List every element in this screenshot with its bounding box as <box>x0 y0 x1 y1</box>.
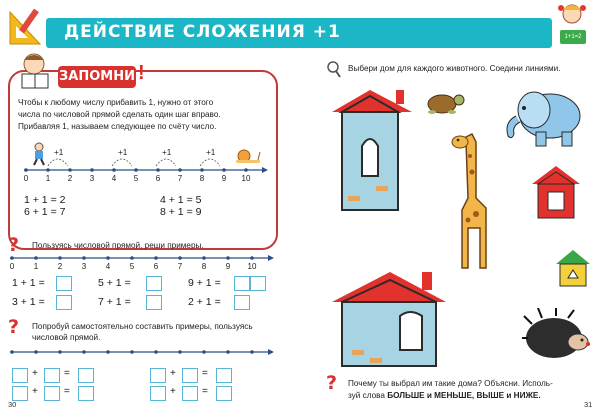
remember-title: ЗАПОМНИ <box>58 66 136 88</box>
plus-sign: + <box>32 386 38 397</box>
task1-example: 2 + 1 = <box>188 296 221 308</box>
number-line-tick <box>154 350 158 354</box>
header-badge: 1+1=2 <box>560 30 586 44</box>
number-line-label: 0 <box>23 174 29 183</box>
question-mark-icon: ? <box>8 316 20 338</box>
number-line-tick <box>10 350 14 354</box>
number-line-tick <box>34 350 38 354</box>
number-line-label: 5 <box>129 262 135 271</box>
number-line-label: 4 <box>111 174 117 183</box>
question-mark-icon: ? <box>326 372 338 394</box>
turtle-picture <box>422 90 466 116</box>
hop-label: +1 <box>118 148 128 157</box>
number-line-label: 6 <box>153 262 159 271</box>
page-title: ДЕЙСТВИЕ СЛОЖЕНИЯ +1 <box>64 22 341 42</box>
answer-box[interactable] <box>216 368 232 383</box>
answer-box[interactable] <box>78 368 94 383</box>
equals-sign: = <box>64 368 70 379</box>
number-line-label: 3 <box>81 262 87 271</box>
hop-label: +1 <box>54 148 64 157</box>
number-line-tick <box>178 350 182 354</box>
number-line-tick <box>82 350 86 354</box>
answer-box[interactable] <box>216 386 232 401</box>
wide-house-picture <box>330 266 448 370</box>
answer-box[interactable] <box>182 386 198 401</box>
answer-box[interactable] <box>12 368 28 383</box>
right-question-line-1: Почему ты выбрал им такие дома? Объясни. Исполь- <box>348 379 553 388</box>
task1-example: 1 + 1 = <box>12 277 45 289</box>
task1-instruction: Пользуясь числовой прямой, реши примеры. <box>32 241 204 250</box>
number-line-tick <box>130 350 134 354</box>
number-line-tick <box>250 350 254 354</box>
right-task-text: Выбери дом для каждого животного. Соедини линиями. <box>348 64 561 73</box>
answer-box[interactable] <box>78 386 94 401</box>
number-line-label: 8 <box>199 174 205 183</box>
example-2: 6 + 1 = 7 <box>24 206 66 218</box>
page-number-left: 30 <box>8 400 17 409</box>
task2-instruction-2: числовой прямой. <box>32 333 101 342</box>
number-line-label: 9 <box>225 262 231 271</box>
magnifier-icon <box>326 60 342 78</box>
number-line-label: 0 <box>9 262 15 271</box>
tall-house-picture <box>326 86 416 212</box>
right-question-line-2 <box>348 391 541 400</box>
hop-label: +1 <box>162 148 172 157</box>
rule-line-2: числа по числовой прямой сделать один шаг вправо. <box>18 110 221 119</box>
number-line-tick <box>226 350 230 354</box>
number-line-tick <box>106 350 110 354</box>
number-line-label: 4 <box>105 262 111 271</box>
number-line-label: 7 <box>177 262 183 271</box>
example-3: 4 + 1 = 5 <box>160 194 202 206</box>
answer-box[interactable] <box>44 368 60 383</box>
number-line-label: 9 <box>221 174 227 183</box>
elephant-picture <box>500 82 592 150</box>
answer-box[interactable] <box>182 368 198 383</box>
task1-example: 7 + 1 = <box>98 296 131 308</box>
answer-box[interactable] <box>150 368 166 383</box>
question-mark-icon: ? <box>8 234 20 256</box>
number-line-label: 8 <box>201 262 207 271</box>
answer-box[interactable] <box>44 386 60 401</box>
tiny-yellow-house-picture <box>554 248 592 288</box>
answer-box[interactable] <box>150 386 166 401</box>
number-line-tick <box>58 350 62 354</box>
task1-example: 9 + 1 = <box>188 277 221 289</box>
hop-label: +1 <box>206 148 216 157</box>
number-line-label: 2 <box>67 174 73 183</box>
equals-sign: = <box>64 386 70 397</box>
task2-instruction-1: Попробуй самостоятельно составить примеры, пользуясь <box>32 322 253 331</box>
example-4: 8 + 1 = 9 <box>160 206 202 218</box>
number-line-label: 2 <box>57 262 63 271</box>
number-line-label: 5 <box>133 174 139 183</box>
number-line-label: 6 <box>155 174 161 183</box>
number-line-label: 3 <box>89 174 95 183</box>
small-red-house-picture <box>530 162 582 220</box>
page-number-right: 31 <box>584 400 593 409</box>
number-line-label: 1 <box>33 262 39 271</box>
remember-exclamation: ! <box>138 62 145 84</box>
example-1: 1 + 1 = 2 <box>24 194 66 206</box>
equals-sign: = <box>202 368 208 379</box>
task1-example: 3 + 1 = <box>12 296 45 308</box>
right-question-prefix: зуй слова <box>348 391 388 400</box>
plus-sign: + <box>170 386 176 397</box>
right-question-keywords: БОЛЬШЕ и МЕНЬШЕ, ВЫШЕ и НИЖЕ. <box>387 391 541 400</box>
plus-sign: + <box>170 368 176 379</box>
number-line-tick <box>202 350 206 354</box>
giraffe-picture <box>446 128 506 276</box>
number-line-label: 1 <box>45 174 51 183</box>
number-line-label: 10 <box>241 174 251 183</box>
answer-box[interactable] <box>12 386 28 401</box>
rule-line-1: Чтобы к любому числу прибавить 1, нужно от этого <box>18 98 214 107</box>
rule-line-3: Прибавляя 1, называем следующее по счёту число. <box>18 122 217 131</box>
hedgehog-picture <box>522 308 592 362</box>
plus-sign: + <box>32 368 38 379</box>
task1-example: 5 + 1 = <box>98 277 131 289</box>
number-line-label: 7 <box>177 174 183 183</box>
number-line-label: 10 <box>247 262 257 271</box>
equals-sign: = <box>202 386 208 397</box>
